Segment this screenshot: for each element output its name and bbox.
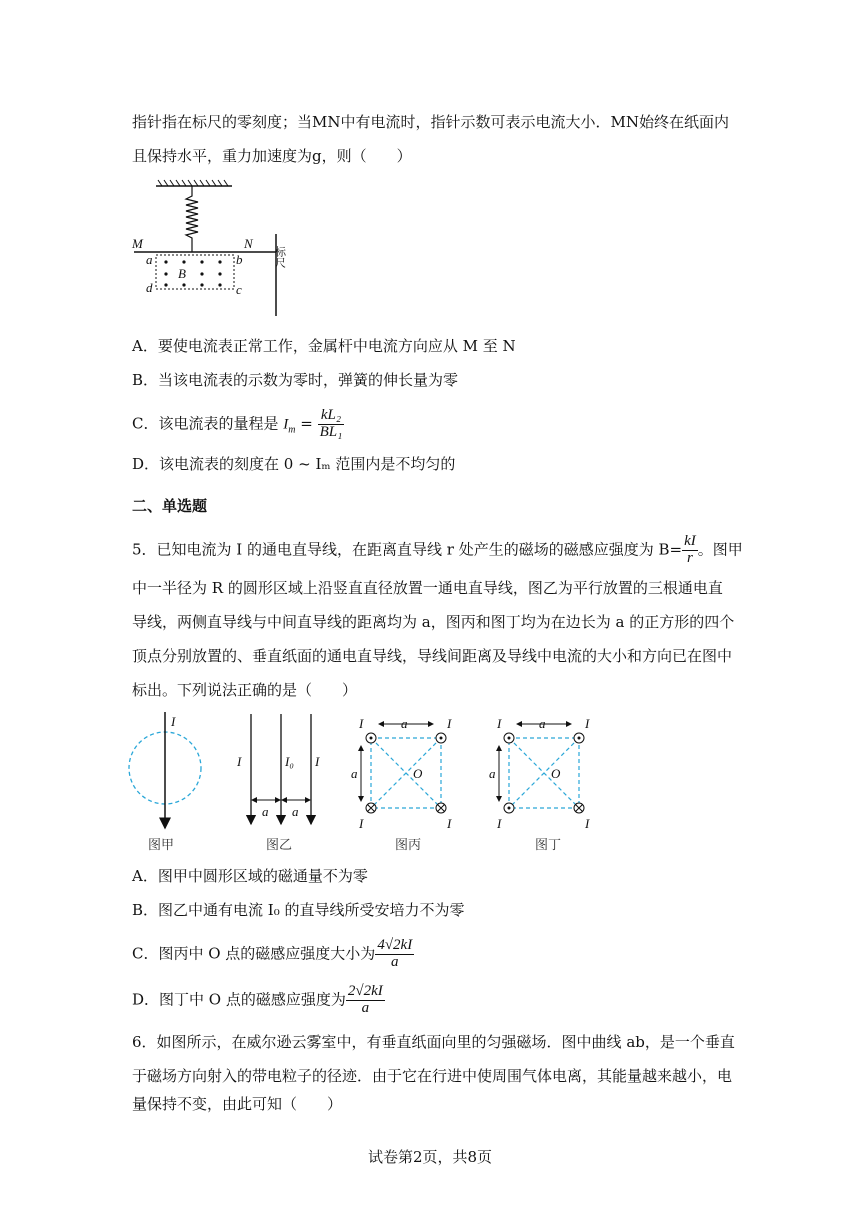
q4-figure-spring-ammeter bbox=[128, 178, 298, 320]
spring bbox=[186, 186, 198, 252]
label-a: a bbox=[146, 252, 153, 267]
caption-yi: 图乙 bbox=[266, 838, 293, 853]
page-footer: 试卷第2页，共8页 bbox=[367, 1148, 493, 1166]
fig-yi-label-a2: a bbox=[292, 804, 299, 819]
q4-text-line2: 且保持水平，重力加速度为g，则（ ） bbox=[132, 147, 412, 165]
caption-jia: 图甲 bbox=[148, 838, 175, 853]
figure-jia bbox=[129, 712, 201, 828]
q4-option-c-sub: m bbox=[288, 424, 296, 436]
q5-option-d-text: D．图丁中 O 点的磁感应强度为 bbox=[132, 990, 346, 1009]
q4-option-c-denominator: BL₁ bbox=[319, 423, 343, 440]
figure-ding bbox=[489, 716, 590, 831]
q4-option-b[interactable]: B．当该电流表的示数为零时，弹簧的伸长量为零 bbox=[132, 371, 459, 389]
q5-option-c[interactable] bbox=[132, 938, 414, 971]
q4-option-a[interactable]: A．要使电流表正常工作，金属杆中电流方向应从 M 至 N bbox=[132, 337, 516, 355]
q5-option-d[interactable] bbox=[132, 984, 385, 1017]
q5-figures bbox=[125, 706, 605, 856]
fig-bing-label-a-left: a bbox=[351, 766, 358, 781]
q4-option-c-fraction bbox=[318, 408, 345, 441]
caption-bing: 图丙 bbox=[395, 838, 422, 853]
q5-option-a[interactable]: A．图甲中圆形区域的磁通量不为零 bbox=[132, 867, 368, 885]
q5-line1-pre: 5．已知电流为 I 的通电直导线，在距离直导线 r 处产生的磁场的磁感应强度为 B= bbox=[132, 540, 683, 559]
fig-bing-label-o: O bbox=[413, 766, 423, 781]
label-scale: 标尺 bbox=[273, 246, 287, 268]
q4-option-c-text: C．该电流表的量程是 bbox=[132, 414, 279, 433]
section-title: 二、单选题 bbox=[132, 497, 208, 515]
q5-formula-denominator: r bbox=[686, 549, 693, 566]
q5-option-d-numerator: 2√2kI bbox=[347, 983, 383, 999]
q5-option-c-denominator: a bbox=[391, 953, 399, 970]
figure-bing bbox=[351, 716, 452, 831]
q5-option-b[interactable]: B．图乙中通有电流 I₀ 的直导线所受安培力不为零 bbox=[132, 901, 465, 919]
fig-ding-label-i-br: I bbox=[585, 816, 590, 831]
label-d: d bbox=[146, 280, 153, 295]
fig-yi-label-i0: I₀ bbox=[285, 754, 294, 769]
q5-option-d-fraction bbox=[346, 984, 385, 1017]
label-c: c bbox=[236, 282, 242, 297]
q5-option-c-text: C．图丙中 O 点的磁感应强度大小为 bbox=[132, 944, 376, 963]
q5-option-c-fraction bbox=[375, 938, 414, 971]
figure-yi bbox=[236, 714, 320, 824]
q5-formula-numerator: kI bbox=[684, 533, 696, 549]
q5-formula-fraction bbox=[682, 534, 698, 567]
q4-option-d[interactable]: D．该电流表的刻度在 0 ~ Iₘ 范围内是不均匀的 bbox=[132, 455, 456, 473]
fig-yi-label-a1: a bbox=[262, 804, 269, 819]
q6-text-line2: 于磁场方向射入的带电粒子的径迹．由于它在行进中使周围气体电离，其能量越来越小，电 bbox=[132, 1067, 733, 1085]
q4-option-c-numerator: kL₂ bbox=[318, 408, 345, 425]
q5-line1-post: 。图甲 bbox=[697, 540, 743, 559]
caption-ding: 图丁 bbox=[535, 838, 562, 853]
label-b-field: B bbox=[178, 266, 186, 281]
label-b: b bbox=[236, 252, 243, 267]
fig-bing-label-i-tl: I bbox=[359, 716, 364, 731]
q5-option-c-numerator: 4√2kI bbox=[377, 937, 413, 953]
fig-ding-label-a-left: a bbox=[489, 766, 496, 781]
fig-ding-label-a-top: a bbox=[539, 716, 546, 731]
fig-ding-label-i-bl: I bbox=[497, 816, 502, 831]
fig-bing-label-i-tr: I bbox=[447, 716, 452, 731]
q4-option-c[interactable]: C．该电流表的量程是 $I_m$ = $\frac{\text{kL₂}}{\text{BL₁}}$ bbox=[132, 407, 343, 440]
q5-text-line5: 标出。下列说法正确的是（ ） bbox=[132, 681, 358, 699]
q4-text-line1: 指针指在标尺的零刻度；当MN中有电流时，指针示数可表示电流大小．MN始终在纸面内 bbox=[132, 113, 729, 131]
fig-bing-label-a-top: a bbox=[401, 716, 408, 731]
fig-ding-label-o: O bbox=[551, 766, 561, 781]
q5-option-d-denominator: a bbox=[361, 999, 370, 1016]
q5-text-line4: 顶点分别放置的、垂直纸面的通电直导线，导线间距离及导线中电流的大小和方向已在图中 bbox=[132, 647, 733, 665]
fig-bing-label-i-br: I bbox=[447, 816, 452, 831]
fig-yi-label-i-left: I bbox=[237, 754, 242, 769]
q5-text-line1 bbox=[132, 534, 743, 567]
q6-text-line1: 6．如图所示，在威尔逊云雾室中，有垂直纸面向里的匀强磁场．图中曲线 ab，是一个垂直 bbox=[132, 1033, 735, 1051]
fig-ding-label-i-tl: I bbox=[497, 716, 502, 731]
fig-bing-label-i-bl: I bbox=[359, 816, 364, 831]
q4-option-c-lhs: I bbox=[283, 416, 289, 433]
q6-text-line3: 量保持不变，由此可知（ ） bbox=[132, 1095, 343, 1113]
fig-yi-label-i-right: I bbox=[315, 754, 320, 769]
q5-text-line2: 中一半径为 R 的圆形区域上沿竖直直径放置一通电直导线，图乙为平行放置的三根通电直 bbox=[132, 579, 723, 597]
label-n: N bbox=[244, 236, 253, 251]
fig-ding-label-i-tr: I bbox=[585, 716, 590, 731]
q5-text-line3: 导线，两侧直导线与中间直导线的距离均为 a，图丙和图丁均为在边长为 a 的正方形的四个 bbox=[132, 613, 735, 631]
label-m: M bbox=[132, 236, 143, 251]
fig-jia-label-i: I bbox=[171, 714, 176, 729]
